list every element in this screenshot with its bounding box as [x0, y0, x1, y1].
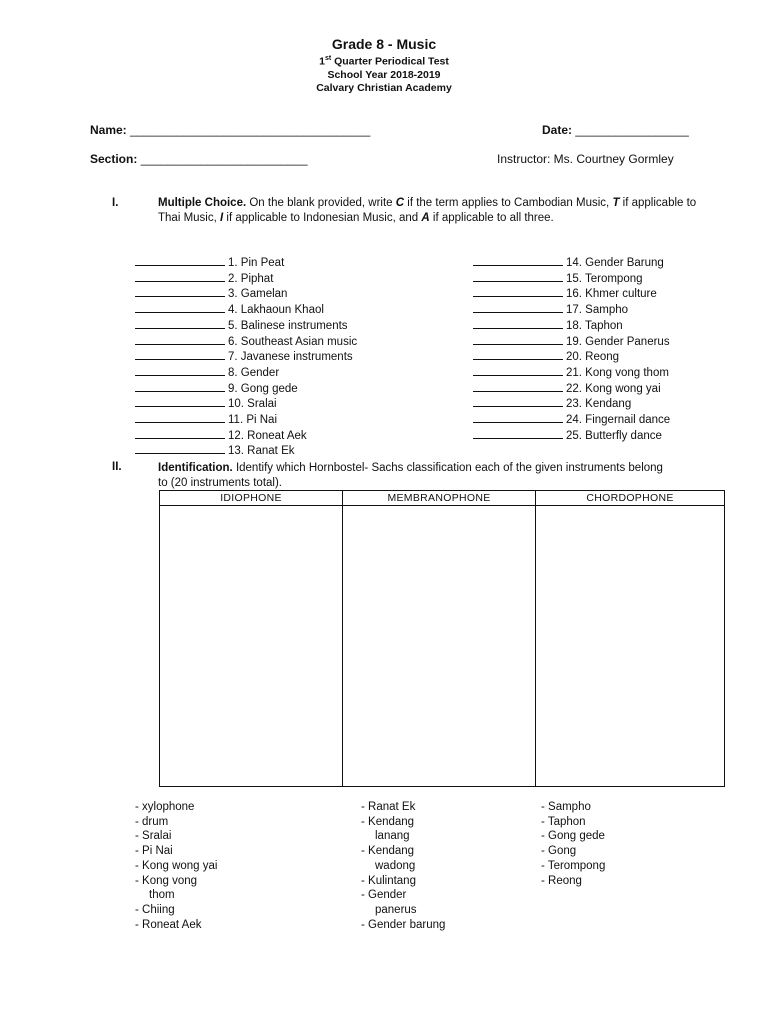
col-idiophone: IDIOPHONE — [160, 491, 343, 506]
mc-item-label: 13. Ranat Ek — [228, 445, 295, 458]
part1-a: A — [421, 212, 430, 224]
list-item: - Kong wong yai — [135, 859, 218, 872]
idiophone-cell[interactable] — [160, 506, 343, 787]
mc-item[interactable] — [135, 302, 357, 318]
mc-item[interactable] — [135, 365, 357, 381]
mc-item[interactable] — [135, 318, 357, 334]
mc-item-label: 5. Balinese instruments — [228, 319, 348, 332]
mc-right-column — [473, 255, 670, 443]
mc-item[interactable] — [135, 255, 357, 271]
part1-text-c: if applicable to Thai Music, — [158, 197, 697, 224]
mc-item-label: 23. Kendang — [566, 398, 632, 411]
mc-item[interactable] — [135, 286, 357, 302]
list-item: - Gender — [361, 889, 407, 902]
part2-heading: Identification. — [158, 462, 233, 474]
part1-instructions — [158, 196, 698, 226]
list-item: - Terompong — [541, 859, 606, 872]
part1-t: T — [612, 197, 620, 209]
mc-item-label: 8. Gender — [228, 366, 280, 379]
instrument-list-1 — [135, 800, 217, 932]
mc-item[interactable] — [473, 255, 670, 271]
part1-i: I — [220, 212, 224, 224]
mc-item-label: 21. Kong vong thom — [566, 366, 669, 379]
mc-item-label: 2. Piphat — [228, 272, 274, 285]
list-item: wadong — [375, 859, 416, 872]
mc-item-label: 20. Reong — [566, 351, 620, 364]
subtitle-ordinal: 1 — [319, 55, 325, 68]
mc-item[interactable] — [135, 381, 357, 397]
name-label: Name: — [90, 123, 127, 137]
mc-item[interactable] — [135, 428, 357, 444]
mc-item-label: 15. Terompong — [566, 272, 643, 285]
subtitle-rest: Quarter Periodical Test — [331, 55, 449, 68]
mc-item[interactable] — [135, 396, 357, 412]
part2-numeral: II. — [112, 461, 122, 473]
membranophone-cell[interactable] — [343, 506, 536, 787]
part1-text-d: if applicable to Indonesian Music, and — [223, 212, 422, 224]
section-label: Section: — [90, 152, 138, 166]
mc-item-label: 17. Sampho — [566, 304, 629, 317]
part2-instructions — [158, 461, 738, 491]
section-field[interactable] — [90, 152, 308, 166]
mc-item-label: 18. Taphon — [566, 319, 623, 332]
list-item: - Kendang — [361, 815, 415, 828]
mc-item[interactable] — [473, 412, 670, 428]
mc-item[interactable] — [135, 412, 357, 428]
part1-text-b: if the term applies to Cambodian Music, — [404, 197, 613, 209]
list-item: - Chiing — [135, 903, 175, 916]
instructor-label: Instructor: Ms. Courtney Gormley — [497, 152, 674, 166]
chordophone-cell[interactable] — [536, 506, 725, 787]
mc-item-label: 10. Sralai — [228, 398, 277, 411]
col-chordophone: CHORDOPHONE — [536, 491, 725, 506]
mc-item[interactable] — [473, 428, 670, 444]
list-item: - xylophone — [135, 801, 195, 813]
instrument-list-3 — [541, 800, 605, 888]
list-item: - Kendang — [361, 845, 415, 858]
mc-item[interactable] — [473, 334, 670, 350]
mc-item[interactable] — [135, 349, 357, 365]
mc-item[interactable] — [473, 286, 670, 302]
date-label: Date: — [542, 123, 573, 137]
mc-item[interactable] — [473, 396, 670, 412]
list-item: - Gender barung — [361, 918, 446, 931]
list-item: - Kong vong — [135, 874, 198, 887]
list-item: - Pi Nai — [135, 845, 173, 858]
list-item: - Reong — [541, 874, 582, 887]
mc-item-label: 25. Butterfly dance — [566, 429, 662, 442]
part2-text: Identify which Hornbostel- Sachs classification each of the given instruments belong — [232, 462, 663, 474]
mc-item[interactable] — [473, 302, 670, 318]
list-item: - Gong — [541, 845, 577, 858]
list-item: - Ranat Ek — [361, 801, 416, 813]
part2-text2: to (20 instruments total). — [158, 477, 282, 489]
mc-item-label: 1. Pin Peat — [228, 257, 285, 269]
list-item: - Gong gede — [541, 830, 605, 843]
mc-item[interactable] — [473, 349, 670, 365]
instrument-list-2 — [361, 800, 445, 932]
mc-item[interactable] — [473, 381, 670, 397]
mc-item-label: 14. Gender Barung — [566, 257, 664, 269]
mc-item-label: 4. Lakhaoun Khaol — [228, 304, 324, 317]
section-line: _________________________ — [140, 152, 308, 166]
mc-item-label: 24. Fingernail dance — [566, 414, 671, 427]
date-line: _________________ — [575, 123, 689, 137]
mc-item-label: 7. Javanese instruments — [228, 351, 353, 364]
date-field[interactable] — [542, 123, 689, 137]
mc-item[interactable] — [135, 334, 357, 350]
part1-c: C — [395, 197, 405, 209]
col-membranophone: MEMBRANOPHONE — [343, 491, 536, 506]
name-field[interactable] — [90, 123, 370, 137]
mc-item-label: 19. Gender Panerus — [566, 335, 670, 348]
list-item: - Sralai — [135, 830, 172, 843]
page-title: Grade 8 - Music — [331, 36, 437, 52]
classification-table — [159, 490, 725, 787]
mc-left-column — [135, 255, 357, 459]
mc-item-label: 6. Southeast Asian music — [228, 335, 358, 348]
mc-item-label: 22. Kong wong yai — [566, 382, 661, 395]
school-year: School Year 2018-2019 — [327, 69, 441, 81]
school-name: Calvary Christian Academy — [316, 82, 452, 94]
list-item: lanang — [375, 830, 410, 843]
mc-item-label: 9. Gong gede — [228, 382, 298, 395]
subtitle-sup: st — [324, 55, 332, 62]
mc-item-label: 12. Roneat Aek — [228, 429, 307, 442]
name-line: ____________________________________ — [130, 123, 371, 137]
part1-text-e: if applicable to all three. — [429, 212, 554, 224]
part1-text-a: On the blank provided, write — [246, 197, 396, 209]
mc-item-label: 16. Khmer culture — [566, 288, 657, 301]
mc-item-label: 11. Pi Nai — [228, 414, 278, 427]
list-item: - drum — [135, 815, 169, 828]
part1-numeral: I. — [112, 197, 119, 209]
part1-heading: Multiple Choice. — [158, 197, 247, 209]
list-item: - Sampho — [541, 801, 591, 813]
list-item: - Taphon — [541, 815, 586, 828]
mc-item[interactable] — [473, 365, 670, 381]
mc-item[interactable] — [473, 318, 670, 334]
mc-item[interactable] — [135, 271, 357, 287]
list-item: thom — [149, 889, 175, 902]
list-item: - Roneat Aek — [135, 918, 202, 931]
mc-item-label: 3. Gamelan — [228, 288, 288, 301]
mc-item[interactable] — [473, 271, 670, 287]
list-item: - Kulintang — [361, 874, 416, 887]
mc-item[interactable] — [135, 443, 357, 459]
list-item: panerus — [375, 903, 417, 916]
test-subtitle — [0, 55, 768, 68]
